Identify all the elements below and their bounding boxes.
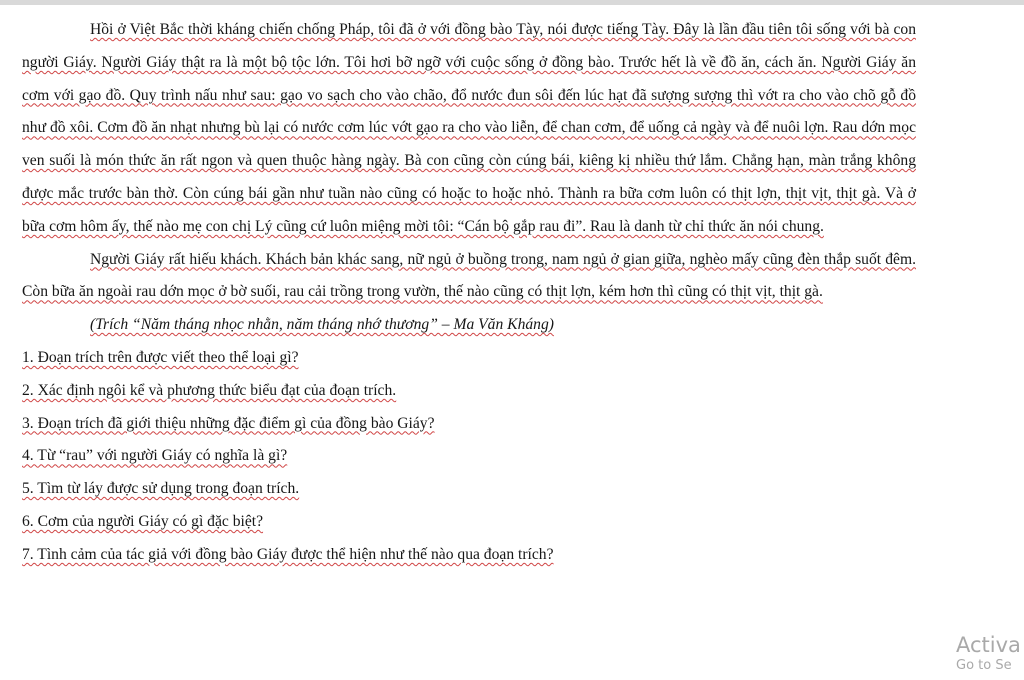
windows-activation-watermark [956, 632, 1021, 674]
question-1-text: 1. Đoạn trích trên được viết theo thể loại gì? [22, 348, 299, 366]
question-2-text: 2. Xác định ngôi kể và phương thức biểu đạt của đoạn trích. [22, 381, 397, 399]
question-6 [22, 506, 916, 539]
question-4 [22, 440, 916, 473]
paragraph-1-text: Hồi ở Việt Bắc thời kháng chiến chống Pháp, tôi đã ở với đồng bào Tày, nói được tiếng Tày. Đây là lần đầu tiên tôi sống với bà con người Giáy. Người Giáy thật ra là một bộ tộc lớn. Tôi hơi bỡ ngỡ với cuộc sống ở đồng bào. Trước hết là về đồ ăn, cách ăn. Người Giáy ăn cơm với gạo đồ. Quy trình nấu như sau: gạo vo sạch cho vào chão, đổ nước đun sôi đến lúc hạt đã sượng sượng thì vớt ra cho vào chõ gỗ đồ như đồ xôi. Cơm đồ ăn nhạt nhưng bù lại có nước cơm lúc vớt gạo ra cho vào liễn, để chan cơm, để uống cả ngày và để nuôi lợn. Rau dớn mọc ven suối là món thức ăn rất ngon và quen thuộc hàng ngày. Bà con cũng còn cúng bái, kiêng kị nhiều thứ lắm. Chẳng hạn, màn trắng không được mắc trước bàn thờ. Còn cúng bái gần như tuần nào cũng có hoặc to hoặc nhỏ. Thành ra bữa cơm luôn có thịt lợn, thịt vịt, thịt gà. Và ở bữa cơm hôm ấy, thế nào mẹ con chị Lý cũng cứ luôn miệng mời tôi: “Cán bộ gắp rau đi”. Rau là danh từ chỉ thức ăn nói chung. [22, 21, 916, 235]
question-5 [22, 473, 916, 506]
question-5-text: 5. Tìm từ láy được sử dụng trong đoạn trích. [22, 480, 300, 498]
activation-subtitle: Go to Se [956, 658, 1012, 673]
question-3-text: 3. Đoạn trích đã giới thiệu những đặc điểm gì của đồng bào Giáy? [22, 414, 435, 432]
paragraph-2 [22, 244, 916, 310]
paragraph-2-text: Người Giáy rất hiếu khách. Khách bản khác sang, nữ ngủ ở buồng trong, nam ngủ ở gian giữa, nghèo mấy cũng đèn thắp suốt đêm. Còn bữa ăn ngoài rau dớn mọc ở bờ suối, rau cải trồng trong vườn, thế nào cũng có thịt lợn, kém hơn thì cũng có thịt vịt, thịt gà. [22, 250, 916, 301]
question-6-text: 6. Cơm của người Giáy có gì đặc biệt? [22, 512, 264, 530]
activation-title: Activa [956, 633, 1021, 657]
question-4-text: 4. Từ “rau” với người Giáy có nghĩa là gì? [22, 447, 288, 465]
question-7 [22, 539, 916, 572]
question-2 [22, 375, 916, 408]
citation [22, 309, 916, 342]
citation-text: (Trích “Năm tháng nhọc nhằn, năm tháng nhớ thương” – Ma Văn Kháng) [90, 316, 554, 334]
question-1 [22, 342, 916, 375]
question-7-text: 7. Tình cảm của tác giả với đồng bào Giáy được thể hiện như thế nào qua đoạn trích? [22, 545, 554, 563]
paragraph-1 [22, 14, 916, 244]
question-3 [22, 408, 916, 441]
document-page [22, 14, 916, 572]
top-border-strip [0, 0, 1024, 5]
